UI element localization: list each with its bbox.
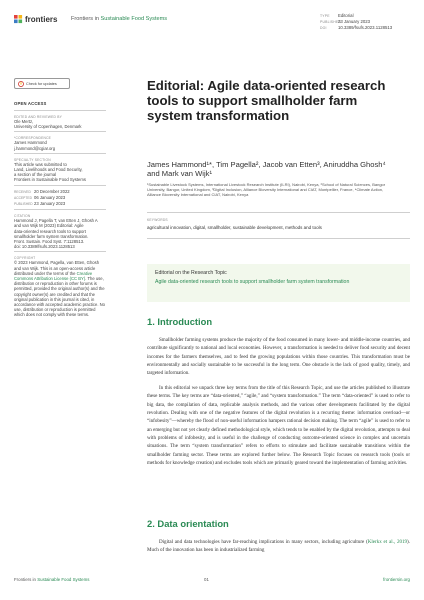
specialty-heading: SPECIALTY SECTION [14,157,51,162]
divider [14,209,106,210]
frontiers-logo-icon [14,15,23,24]
keywords-heading: KEYWORDS [147,218,168,222]
check-updates-label: Check for updates [26,81,57,86]
article-title: Editorial: Agile data-oriented research tools to support smallholder farm system transformation [147,78,386,123]
citation-line: data-oriented research tools to support [14,228,86,234]
citation-line: Hammond J, Pagella T, van Etten J, Ghosh A [14,218,98,224]
date-accepted: ACCEPTED 06 January 2023 [14,194,66,200]
keywords-list: agricultural innovation, digital, smallholder, sustainable development, methods and tools [147,225,322,230]
citation-line: smallholder farm system transformation. [14,233,89,239]
section-heading-data-orientation: 2. Data orientation [147,518,229,529]
citation-line: Front. Sustain. Food Syst. 7:1128513. [14,239,85,245]
research-topic-box [147,264,410,302]
correspondent-name: James Hammond [14,140,47,146]
specialty-line: a section of the journal [14,172,57,178]
editor-affiliation: University of Copenhagen, Denmark [14,124,82,130]
paragraph: In this editorial we unpack three key terms from the title of this Research Topic, and use the articles published to illustrate these terms. The key terms are “data-oriented,” “agile,” and “system transformation.” The term “data-oriented” is used to refer to big data, the compilation of data, replicable analysis methods, and the various other developments facilitated by the digital revolution. Dealing with one of the negative features of the digital revolution is a recurring theme: information overload—or “infobesity”—whereby the flood of non-useful information hampers rational decision making. The term “agile” is used to refer to an emerging but not yet clearly defined methodological style, which tends to be enabled by the digital revolution, attempts to deal with problems of infobesity, and is useful in the challenge of conducting outcome-oriented science in complex and uncertain situations. The term “system transformation” refers to efforts to stimulate and facilitate sustainable transitions within the smallholder farming sector. These terms are explored further below. The Research Topic focuses on research tools (tools or methods for knowledge creation) and excludes tools which are primarily geared toward the implementation of farming activities. [147,385,410,467]
meta-published: PUBLISHED23 January 2023 [320,19,371,24]
brand-name: frontiers [25,15,58,24]
divider [14,153,106,154]
meta-doi[interactable]: DOI 10.3389/fsufs.2023.1128513 [320,25,393,30]
paragraph: Digital and data technologies have far-reaching implications in many sectors, including agriculture (Klerkx et al., 2019). Much of the innovation has been in industrialized farming [147,539,410,554]
check-for-updates-button[interactable] [14,78,70,89]
date-published: PUBLISHED23 January 2023 [14,201,66,207]
divider [14,251,106,252]
author-list: James Hammond¹*, Tim Pagella², Jacob van Etten³, Aniruddha Ghosh⁴ and Mark van Wijk¹ [147,160,386,178]
date-received: RECEIVED 20 December 2022 [14,188,70,194]
specialty-line: Land, Livelihoods and Food Security, [14,167,83,173]
copyright-heading: COPYRIGHT [14,256,36,261]
license-link[interactable]: Creative Commons Attribution License (CC BY) [14,270,93,282]
page-header [0,0,424,40]
journal-title: Sustainable Food Systems [100,16,168,22]
specialty-line: Frontiers in Sustainable Food Systems [14,177,86,183]
refresh-badge-icon [18,81,24,87]
research-topic-link[interactable]: Agile data-oriented research tools to support smallholder farm system transformation [155,279,350,285]
correspondence-heading: *CORRESPONDENCE [14,136,52,141]
research-topic-heading: Editorial on the Research Topic [155,270,227,276]
editor-name: Ole Mertz, [14,119,34,124]
paragraph: Smallholder farming systems produce the majority of the food consumed in many lower- and middle-income countries, and contribute significantly to national and local economies. However, a transformation is needed to deliver food security and decent incomes for the farmers themselves, and to feed the growing populations within those countries. This transformation must be environmentally and socially sustainable to be successful in the long term. One obstacle is the lack of good quality, timely, and targeted information. [147,337,410,377]
divider [147,238,410,239]
copyright-text: © 2023 Hammond, Pagella, van Etten, Ghosh and van Wijk. This is an open-access article distributed under the terms of the Creative Commons Attribution License (CC BY). The use, distribution or reproduction in other forums is permitted, provided the original author(s) and the copyright owner(s) are credited and that the original publication in this journal is cited, in accordance with accepted academic practice. No use, distribution or reproduction is permitted which does not comply with these terms. [14,260,106,318]
section-heading-introduction: 1. Introduction [147,316,213,327]
edited-by-heading: EDITED AND REVIEWED BY [14,115,62,119]
divider [14,110,106,111]
divider [14,185,106,186]
correspondent-email[interactable]: j.hammond@cgiar.org [14,145,56,151]
article-sidebar [14,78,106,318]
meta-type: TYPE Editorial [320,13,354,18]
article-meta [320,13,392,31]
footer-journal[interactable]: Frontiers in Sustainable Food Systems [14,577,90,582]
page-footer [0,572,424,600]
citation-link[interactable]: Klerkx et al., 2019 [367,539,408,545]
journal-prefix: Frontiers in [71,16,99,22]
author-affiliations: ¹Sustainable Livestock Systems, International Livestock Research Institute (ILRI), Nairobi, Kenya, ²School of Natural Sciences, Bangor University, Bangor, United Kingdom, ³Digital Inclusion, Alliance Bioversity International and CIAT, Montpellier, France, ⁴Climate Action, Alliance Bioversity International and CIAT, Nairobi, Kenya [147,182,386,197]
citation-heading: CITATION [14,214,31,219]
divider [147,212,410,213]
footer-site-link[interactable]: frontiersin.org [383,577,410,582]
frontiers-logo[interactable] [14,15,57,24]
specialty-line: This article was submitted to [14,161,67,167]
journal-name[interactable] [71,16,167,22]
divider [14,131,106,132]
page-number: 01 [204,577,209,582]
citation-doi[interactable]: doi: 10.3389/fsufs.2023.1128513 [14,244,75,250]
open-access-label: OPEN ACCESS [14,101,47,106]
citation-line: and van Wijk M (2023) Editorial: Agile [14,223,84,229]
